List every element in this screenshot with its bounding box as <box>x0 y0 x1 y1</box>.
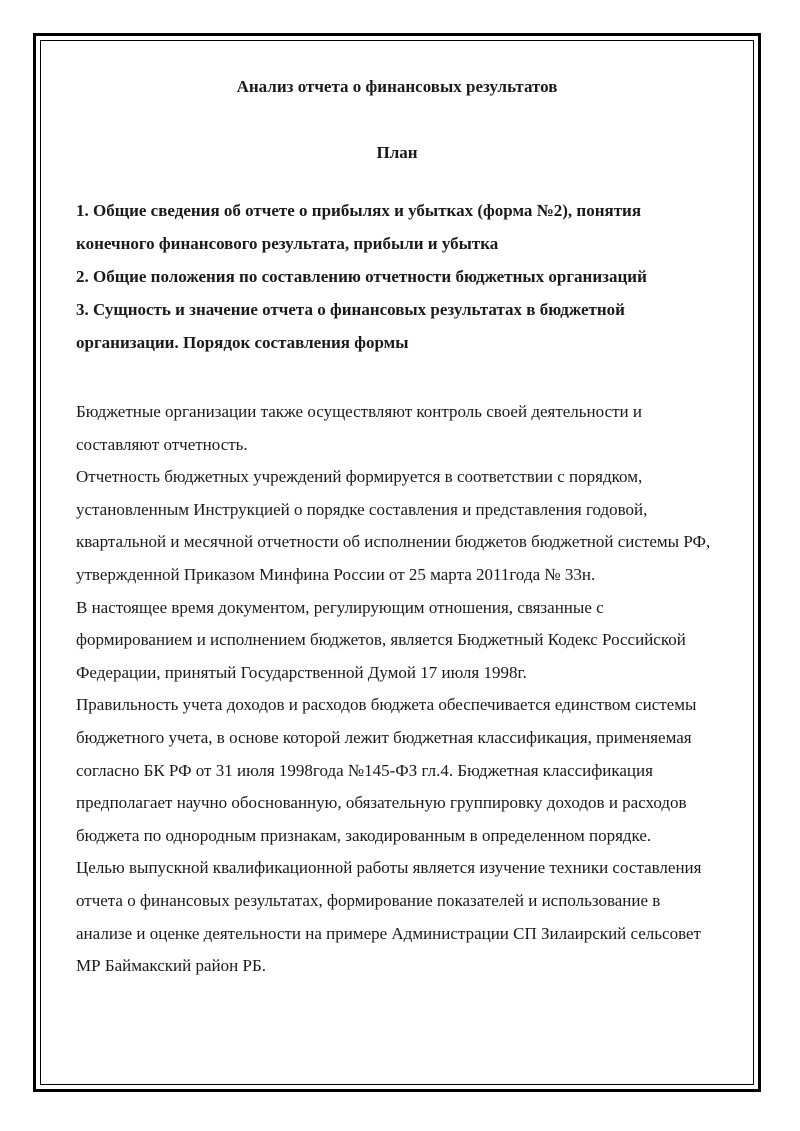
plan-item-3: 3. Сущность и значение отчета о финансовых результатах в бюджетной организации. Порядок составления формы <box>76 300 625 352</box>
paragraph: Правильность учета доходов и расходов бюджета обеспечивается единством системы бюджетного учета, в основе которой лежит бюджетная классификация, применяемая согласно БК РФ от 31 июля 1998года №145-ФЗ гл.4. Бюджетная классификация предполагает научно обоснованную, обязательную группировку доходов и расходов бюджета по однородным признакам, закодированным в определенном порядке. <box>76 695 697 845</box>
plan-item-1: 1. Общие сведения об отчете о прибылях и убытках (форма №2), понятия конечного финансового результата, прибыли и убытка <box>76 201 642 253</box>
document-title: Анализ отчета о финансовых результатов <box>236 77 558 96</box>
plan-item-2: 2. Общие положения по составлению отчетности бюджетных организаций <box>76 267 647 286</box>
plan-list <box>76 194 718 359</box>
paragraph: Отчетность бюджетных учреждений формируется в соответствии с порядком, установленным Инструкцией о порядке составления и представления годовой, квартальной и месячной отчетности об исполнении бюджетов бюджетной системы РФ, утвержденной Приказом Минфина России от 25 марта 2011года № 33н. <box>76 467 711 584</box>
paragraph: Целью выпускной квалификационной работы является изучение техники составления отчета о финансовых результатах, формирование показателей и использование в анализе и оценке деятельности на примере Администрации СП Зилаирский сельсовет МР Баймакский район РБ. <box>76 858 702 976</box>
paragraph: Бюджетные организации также осуществляют контроль своей деятельности и составляют отчетность. <box>76 402 642 454</box>
page-frame <box>33 33 761 1092</box>
paragraph: В настоящее время документом, регулирующим отношения, связанные с формированием и исполнением бюджетов, является Бюджетный Кодекс Российской Федерации, принятый Государственной Думой 17 июля 1998г. <box>76 597 686 682</box>
plan-heading: План <box>376 143 418 162</box>
body-text <box>76 396 718 983</box>
